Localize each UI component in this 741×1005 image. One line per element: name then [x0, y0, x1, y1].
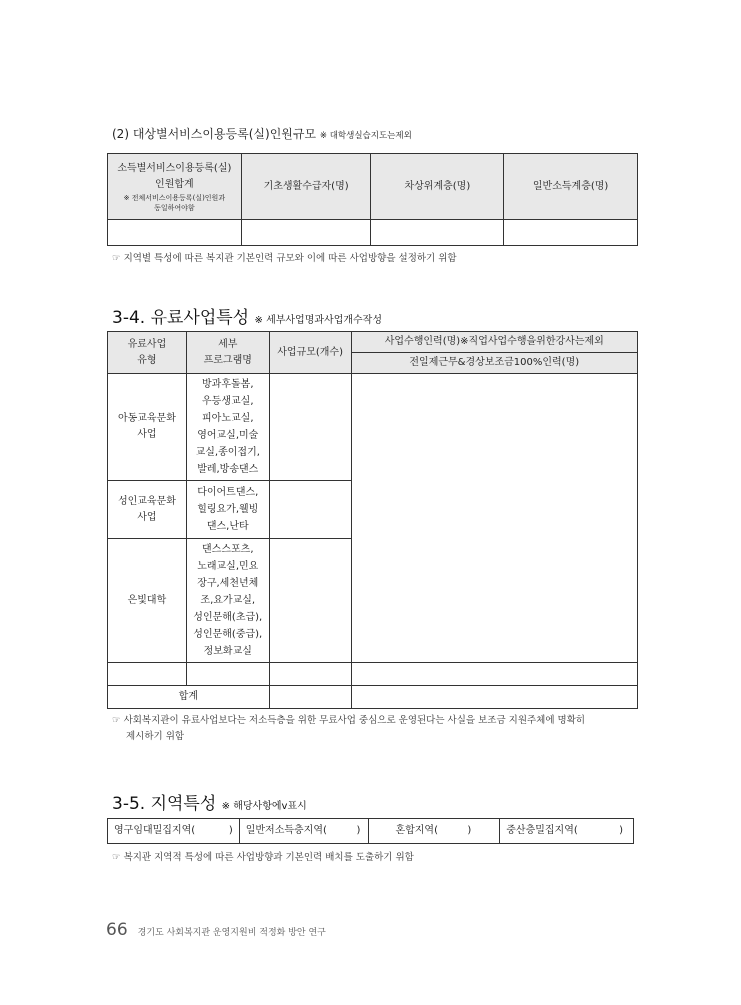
- section-3-4-heading: [112, 303, 382, 328]
- paid-program-table: [107, 331, 638, 709]
- header-staff-sub: 전일제근무&경상보조금100%인력(명): [351, 353, 637, 374]
- header-program-line1: 세부: [218, 338, 238, 350]
- section-3-5-note-text: 복지관 지역적 특성에 따른 사업방향과 기본인력 배치를 도출하기 위함: [123, 852, 414, 863]
- cell-empty-staff[interactable]: [351, 663, 637, 686]
- section-3-4-note-line2: 제시하기 위함: [126, 731, 185, 742]
- option-close: ): [619, 825, 623, 836]
- cell-empty-program[interactable]: [186, 663, 269, 686]
- row-type-adult-line1: 성인교육문화: [117, 495, 176, 507]
- cell-basic-input[interactable]: [241, 220, 371, 246]
- option-close: ): [356, 825, 361, 836]
- header-program-name: [186, 332, 269, 374]
- section-3-4-title: 3-4. 유료사업특성: [112, 308, 250, 328]
- recipient-count-table: [107, 153, 638, 246]
- row-type-adult-line2: 사업: [137, 511, 157, 523]
- cell-scale-adult[interactable]: [269, 481, 351, 539]
- header-type-line2: 유형: [137, 354, 157, 366]
- option-mixed[interactable]: [369, 819, 500, 844]
- row-type-child: [108, 374, 187, 481]
- cell-staff-merged[interactable]: [351, 374, 637, 663]
- table-row: [108, 220, 638, 246]
- header-total-note2: 동일하여야함: [154, 203, 195, 212]
- header-near-poor: 차상위계층(명): [371, 154, 504, 220]
- table-header-row: [108, 154, 638, 220]
- row-programs-silver: 댄스스포츠, 노래교실,민요 장구,세천년체 조,요가교실, 성인문해(초급), 성인문해(중급), 정보화교실: [186, 539, 269, 663]
- section-2-heading: [112, 125, 412, 142]
- header-program-line2: 프로그램명: [203, 354, 252, 366]
- section-3-4-note: [112, 713, 585, 745]
- table-header-row: [108, 332, 638, 353]
- section-3-4-note-line1: 사회복지관이 유료사업보다는 저소득층을 위한 무료사업 중심으로 운영된다는 사실을 보조금 지원주체에 명확히: [123, 715, 586, 726]
- section-3-4-subtitle: ※ 세부사업명과사업개수작성: [254, 315, 382, 326]
- option-label: 일반저소득층지역(: [245, 825, 327, 836]
- row-programs-child: 방과후돌봄, 우등생교실, 피아노교실, 영어교실,미술 교실,종이접기, 발레,방송댄스: [186, 374, 269, 481]
- section-3-5-heading: [112, 789, 307, 814]
- section-3-5-subtitle: ※ 해당사항에v표시: [221, 801, 307, 812]
- cell-scale-silver[interactable]: [269, 539, 351, 663]
- cell-empty-type[interactable]: [108, 663, 187, 686]
- region-type-table: [107, 818, 634, 844]
- cell-total-input[interactable]: [108, 220, 242, 246]
- section-2-note-text: 지역별 특성에 따른 복지관 기본인력 규모와 이에 따른 사업방향을 설정하기 위함: [123, 253, 457, 264]
- option-close: ): [467, 825, 472, 836]
- section-3-5-note: [112, 849, 414, 863]
- header-basic-livelihood: 기초생활수급자(명): [241, 154, 371, 220]
- page-number: 66: [106, 920, 128, 940]
- option-label: 혼합지역(: [395, 825, 438, 836]
- table-row-total: [108, 686, 638, 709]
- cell-scale-child[interactable]: [269, 374, 351, 481]
- table-row: [108, 819, 634, 844]
- section-2-subtitle: ※ 대학생실습지도는제외: [319, 131, 412, 141]
- option-low-income[interactable]: [239, 819, 369, 844]
- table-row: [108, 374, 638, 481]
- option-middle-class[interactable]: [500, 819, 634, 844]
- header-general-income: 일반소득계층(명): [504, 154, 638, 220]
- header-total-registered: [108, 154, 242, 220]
- table-row: [108, 663, 638, 686]
- row-programs-adult: 다이어트댄스, 힐링요가,웰빙 댄스,난타: [186, 481, 269, 539]
- pointing-hand-icon: ☞: [112, 852, 121, 863]
- section-3-5-title: 3-5. 지역특성: [112, 794, 217, 814]
- cell-near-poor-input[interactable]: [371, 220, 504, 246]
- header-program-type: [108, 332, 187, 374]
- row-type-silver: 은빛대학: [108, 539, 187, 663]
- section-2-title: (2) 대상별서비스이용등록(실)인원규모: [112, 127, 317, 141]
- section-2-note: [112, 250, 457, 264]
- header-program-scale: 사업규모(개수): [269, 332, 351, 374]
- header-type-line1: 유료사업: [127, 338, 167, 350]
- total-label: 합계: [108, 686, 270, 709]
- option-permanent-rental[interactable]: [108, 819, 240, 844]
- header-total-line2: 인원합계: [155, 178, 194, 190]
- row-type-child-line1: 아동교육문화: [117, 413, 176, 424]
- header-staff: 사업수행인력(명)※직업사업수행을위한강사는제외: [351, 332, 637, 353]
- option-close: ): [228, 825, 233, 836]
- pointing-hand-icon: ☞: [112, 715, 121, 726]
- row-type-adult: [108, 481, 187, 539]
- cell-total-staff[interactable]: [351, 686, 637, 709]
- row-type-child-line2: 사업: [137, 429, 157, 440]
- cell-empty-scale[interactable]: [269, 663, 351, 686]
- option-label: 영구임대밀집지역(: [114, 825, 196, 836]
- page-footer: [106, 920, 326, 940]
- header-total-line1: 소득별서비스이용등록(실): [117, 162, 232, 174]
- footer-text: 경기도 사회복지관 운영지원비 적정화 방안 연구: [137, 928, 326, 938]
- cell-general-input[interactable]: [504, 220, 638, 246]
- header-total-note1: ※ 전체서비스이용등록(실)인원과: [123, 193, 226, 202]
- cell-total-scale[interactable]: [269, 686, 351, 709]
- pointing-hand-icon: ☞: [112, 253, 121, 264]
- option-label: 중산층밀집지역(: [506, 825, 578, 836]
